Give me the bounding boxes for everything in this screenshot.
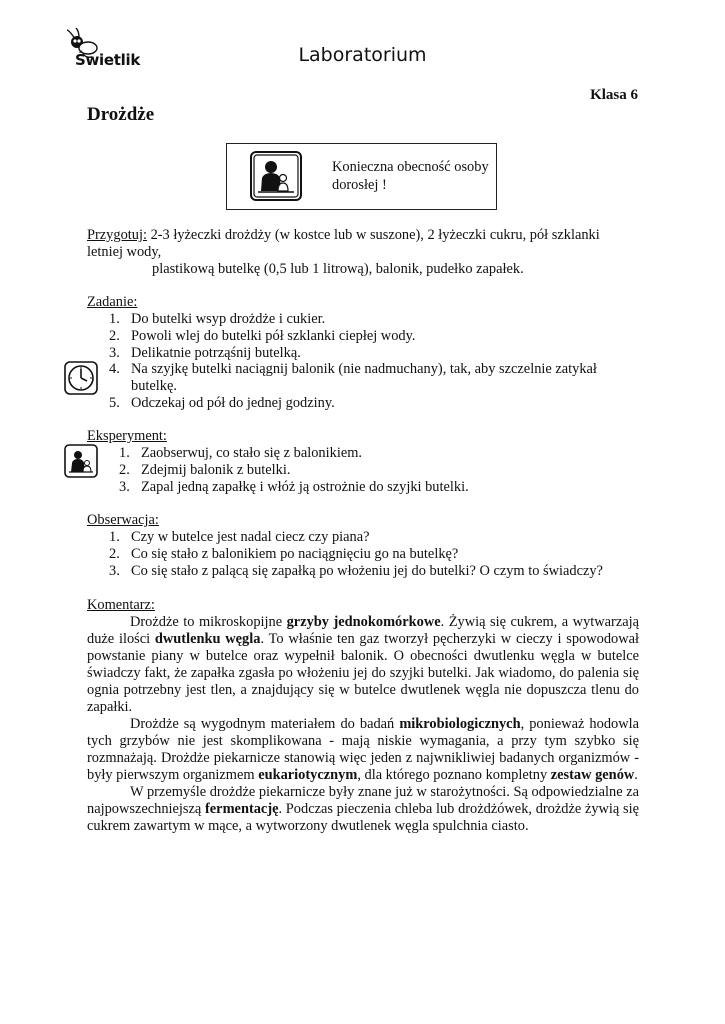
list-item-continuation: butelkę. — [131, 378, 177, 394]
przygotuj-text-1: 2-3 łyżeczki drożdży (w kostce lub w suszone), 2 łyżeczki cukru, pół szklanki — [146, 227, 600, 243]
list-item: 3. Zapal jedną zapałkę i włóż ją ostrożnie do szyjki butelki. — [119, 479, 469, 495]
list-item: 2. Co się stało z balonikiem po naciągnięciu go na butelkę? — [109, 546, 459, 562]
header-title: Laboratorium — [298, 44, 427, 66]
komentarz-text — [87, 614, 639, 835]
page-title: Drożdże — [87, 104, 155, 125]
paragraph: W przemyśle drożdże piekarnicze były znane już w starożytności. Są odpowiedzialne za najpowszechniejszą fermentację. Podczas pieczenia chleba lub drożdżówek, drożdże żywią się cukrem zawartym w mące, a wytworzony dwutlenek węgla spulchnia ciasto. — [87, 784, 640, 834]
komentarz-label: Komentarz: — [87, 597, 155, 613]
paragraph: Drożdże są wygodnym materiałem do badań mikrobiologicznych, ponieważ hodowla tych grzybów nie jest skomplikowana - mają niskie wymagania, a przy tym szybko się rozmnażają. Drożdże piekarnicze stanowią więc jeden z najwnikliwiej badanych organizmów - były pierwszym organizmem eukariotycznym, dla którego poznano kompletny zestaw genów. — [87, 716, 639, 783]
logo-text: Świetlik — [75, 51, 141, 69]
list-item: 3. Delikatnie potrząśnij butelką. — [109, 345, 301, 361]
eksperyment-label: Eksperyment: — [87, 428, 167, 444]
przygotuj-label: Przygotuj: — [87, 227, 147, 243]
list-item: 1. Zaobserwuj, co stało się z balonikiem. — [119, 445, 362, 461]
notice-text: Konieczna obecność osoby dorosłej ! — [332, 159, 489, 193]
paragraph: Drożdże to mikroskopijne grzyby jednokomórkowe. Żywią się cukrem, a wytwarzają duże ilości dwutlenku węgla. To właśnie ten gaz tworzył pęcherzyki w cieczy i spowodował powstanie piany w butelce oraz wypełnił balonik. O obecności dwutlenku węgla w butelce świadczy fakt, że zapałka zgasła po włożeniu jej do szyjki butelki. Jak wiadomo, do palenia się ognia potrzebny jest tlen, a znajdujący się w butelce dwutlenek węgla nie dopuszcza tlenu do zapałki. — [87, 614, 640, 715]
list-item: 2. Powoli wlej do butelki pół szklanki ciepłej wody. — [109, 328, 416, 344]
clock-icon — [64, 361, 98, 395]
supervision-notice — [226, 143, 497, 210]
list-item: 2. Zdejmij balonik z butelki. — [119, 462, 291, 478]
obserwacja-label: Obserwacja: — [87, 512, 159, 528]
list-item: 1. Do butelki wsyp drożdże i cukier. — [109, 311, 326, 327]
przygotuj-line-1 — [87, 227, 600, 244]
adult-supervision-icon — [250, 151, 302, 201]
list-item: 1. Czy w butelce jest nadal ciecz czy piana? — [109, 529, 370, 545]
przygotuj-text-3: plastikową butelkę (0,5 lub 1 litrową), balonik, pudełko zapałek. — [152, 261, 524, 277]
grade-label: Klasa 6 — [590, 87, 638, 103]
przygotuj-text-2: letniej wody, — [87, 244, 162, 260]
zadanie-label: Zadanie: — [87, 294, 138, 310]
adult-supervision-icon — [64, 444, 98, 478]
list-item: 4. Na szyjkę butelki naciągnij balonik (nie nadmuchany), tak, aby szczelnie zatykał — [109, 361, 597, 377]
list-item: 5. Odczekaj od pół do jednej godziny. — [109, 395, 335, 411]
list-item: 3. Co się stało z palącą się zapałką po włożeniu jej do butelki? O czym to świadczy? — [109, 563, 603, 579]
